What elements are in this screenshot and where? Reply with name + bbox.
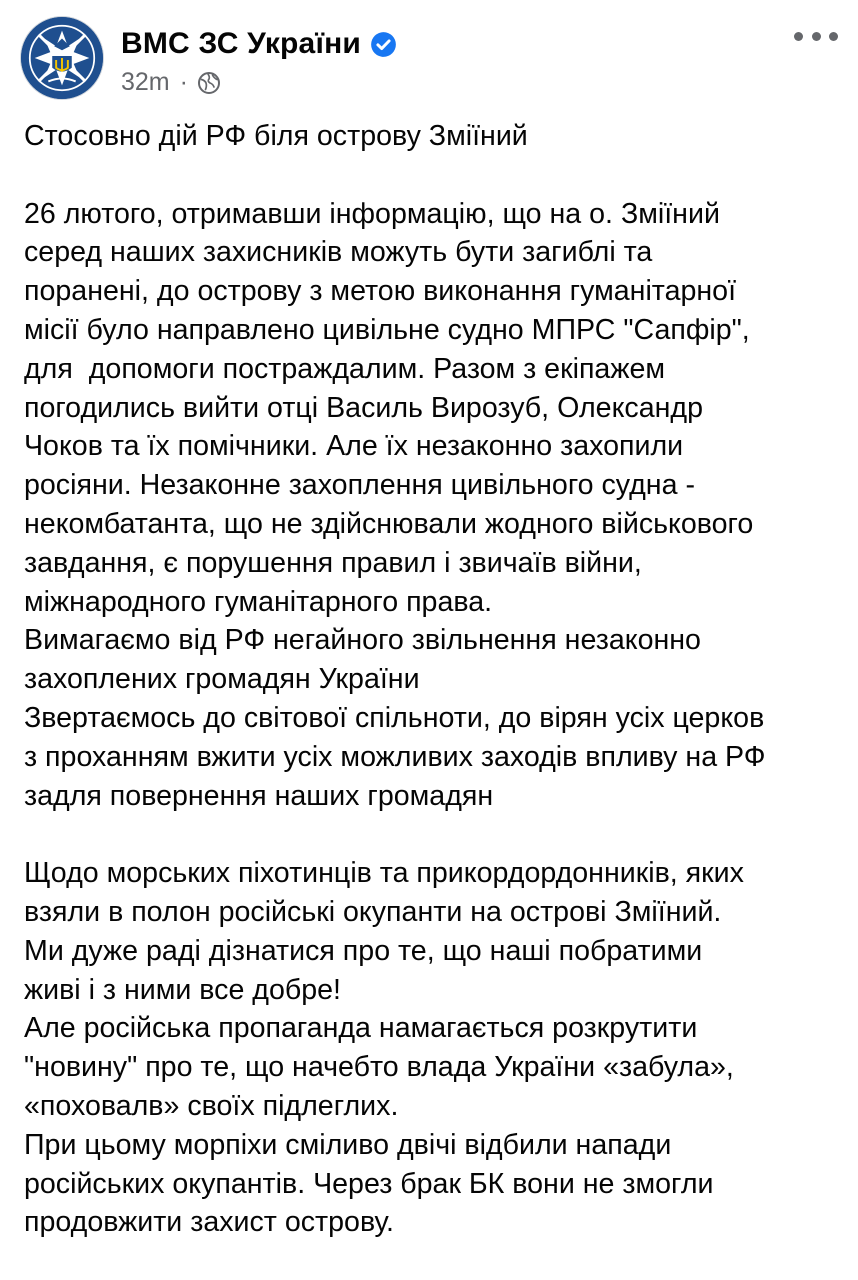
post-text-line: взяли в полон російські окупанти на острові Зміїний. xyxy=(24,895,722,928)
meta-separator: · xyxy=(179,68,188,96)
post-text-line: Звертаємось до світової спільноти, до вірян усіх церков xyxy=(24,701,765,734)
post-text-line: "новину" про те, що начебто влада України «забула», xyxy=(24,1051,734,1084)
post-text-line: завдання, є порушення правил і звичаїв війни, xyxy=(24,546,642,579)
post-text-line: серед наших захисників можуть бути загиблі та xyxy=(24,236,653,269)
verified-badge-icon xyxy=(370,31,397,58)
post-text-line: Щодо морських піхотинців та прикордордонників, яких xyxy=(24,857,744,890)
post-text-line: «поховалв» своїх підлеглих. xyxy=(24,1089,399,1122)
post-meta xyxy=(121,68,221,97)
post-text-line: поранені, до острову з метою виконання гуманітарної xyxy=(24,275,737,308)
post-text-line: Ми дуже раді дізнатися про те, що наші побратими xyxy=(24,934,703,967)
post-text-line: росіяни. Незаконне захоплення цивільного судна - xyxy=(24,469,695,502)
page-name[interactable] xyxy=(121,27,397,61)
more-dot xyxy=(812,32,821,41)
post-text-line: Але російська пропаганда намагається розкрутити xyxy=(24,1012,698,1045)
post-text-line: місії було направлено цивільне судно МПРС "Сапфір", xyxy=(24,313,750,346)
post-text-line: захоплених громадян України xyxy=(24,663,420,696)
post-text-line: погодились вийти отці Василь Вирозуб, Олександр xyxy=(24,391,703,424)
post-text-line: Чоков та їх помічники. Але їх незаконно захопили xyxy=(24,430,684,463)
post-text-line: Стосовно дій РФ біля острову Зміїний xyxy=(24,120,528,152)
post-text-line: задля повернення наших громадян xyxy=(24,779,494,812)
post-text-line: продовжити захист острову. xyxy=(24,1206,394,1239)
post-text xyxy=(24,117,844,1242)
post-text-line: Вимагаємо від РФ негайного звільнення незаконно xyxy=(24,624,701,657)
post-time[interactable]: 32m xyxy=(121,68,170,96)
post-text-line: російських окупантів. Через брак БК вони не змогли xyxy=(24,1167,714,1200)
more-dot xyxy=(829,32,838,41)
post-text-line: з проханням вжити усіх можливих заходів впливу на РФ xyxy=(24,740,766,773)
post-text-line: живі і з ними все добре! xyxy=(24,973,342,1006)
more-options-icon[interactable] xyxy=(794,24,838,48)
post-text-line: некомбатанта, що не здійснювали жодного військового xyxy=(24,507,754,540)
more-dot xyxy=(794,32,803,41)
globe-icon[interactable] xyxy=(197,71,221,95)
post-text-line: 26 лютого, отримавши інформацію, що на о. Зміїний xyxy=(24,197,720,230)
post-text-line xyxy=(24,815,844,854)
post-text-line xyxy=(24,156,844,195)
post-text-line: міжнародного гуманітарного права. xyxy=(24,585,493,618)
avatar[interactable] xyxy=(20,16,104,100)
post-header xyxy=(0,0,858,110)
navy-emblem-icon xyxy=(21,17,103,99)
author-name[interactable]: ВМС ЗС України xyxy=(121,27,362,60)
post-text-line: При цьому морпіхи сміливо двічі відбили напади xyxy=(24,1128,672,1161)
post-text-line: для допомоги постраждалим. Разом з екіпажем xyxy=(24,352,666,385)
